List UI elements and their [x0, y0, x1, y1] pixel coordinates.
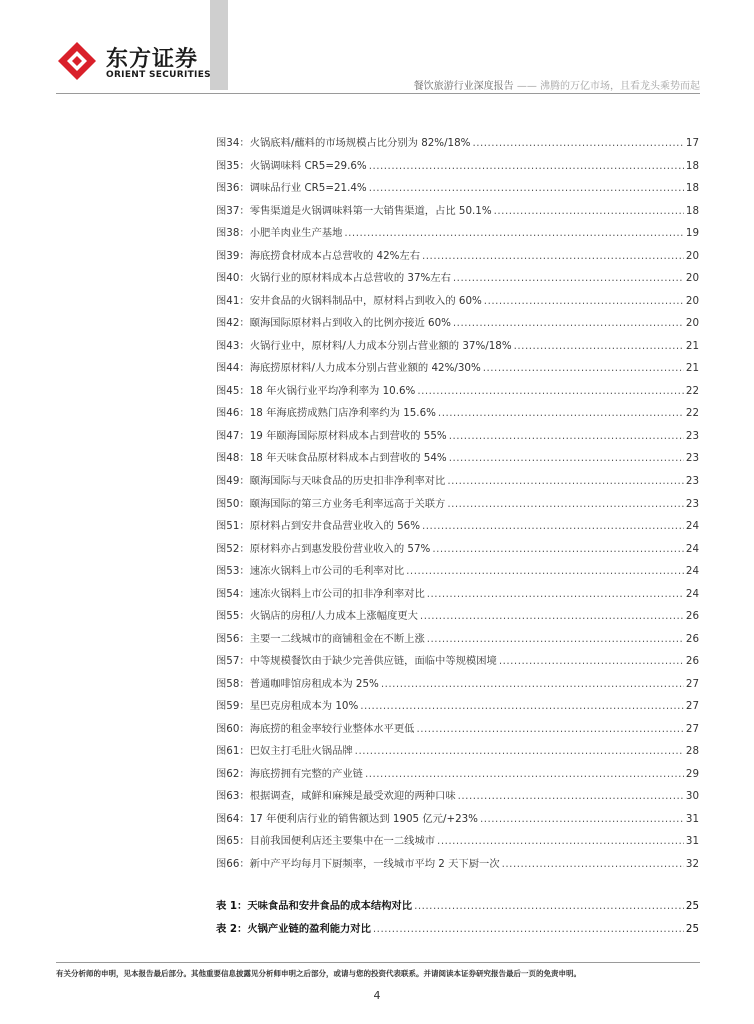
figure-toc-entry-page: 27 — [685, 677, 699, 690]
figure-toc-entry-label: 图65：目前我国便利店还主要集中在一二线城市 — [216, 835, 436, 848]
dot-leader — [438, 407, 684, 419]
figure-toc-entry-label: 图40：火锅行业的原材料成本占总营收的 37%左右 — [216, 272, 451, 285]
figure-toc-entry-page: 23 — [685, 474, 699, 487]
figure-toc-entry[interactable] — [216, 742, 699, 765]
logo-name-en: ORIENT SECURITIES — [106, 70, 211, 80]
figure-toc-entry[interactable] — [216, 157, 699, 180]
figure-toc-entry[interactable] — [216, 787, 699, 810]
figure-toc-entry-page: 17 — [685, 137, 699, 149]
figure-toc-entry-page: 18 — [685, 159, 699, 172]
figure-toc-entry[interactable] — [216, 404, 699, 427]
figure-toc-entry-label: 图47：19 年颐海国际原材料成本占到营收的 55% — [216, 429, 447, 442]
header-separator: —— — [516, 81, 537, 92]
figure-toc-entry[interactable] — [216, 449, 699, 472]
figure-toc-entry-page: 22 — [685, 407, 699, 420]
figure-toc-entry-page: 23 — [685, 429, 699, 442]
table-toc-entry-label: 表 1：天味食品和安井食品的成本结构对比 — [216, 900, 413, 912]
figure-toc-entry[interactable] — [216, 472, 699, 495]
table-toc-entry-label: 表 2：火锅产业链的盈利能力对比 — [216, 922, 371, 935]
figure-toc-entry-page: 23 — [685, 497, 699, 510]
figure-toc-entry[interactable] — [216, 675, 699, 698]
figure-toc-entry[interactable] — [216, 855, 699, 878]
figure-toc-entry-label: 图52：原材料亦占到惠发股份营业收入的 57% — [216, 542, 431, 555]
dot-leader — [447, 475, 684, 487]
figure-toc-entry-label: 图37：零售渠道是火锅调味料第一大销售渠道，占比 50.1% — [216, 204, 492, 217]
figure-toc-entry-page: 20 — [685, 317, 699, 330]
dot-leader — [422, 250, 684, 262]
figure-toc-entry-label: 图41：安井食品的火锅料制品中，原材料占到收入的 60% — [216, 294, 482, 307]
dot-leader — [420, 610, 684, 622]
figure-toc-entry-page: 30 — [685, 790, 699, 803]
figure-toc-entry-label: 图57：中等规模餐饮由于缺少完善供应链，面临中等规模困境 — [216, 655, 497, 668]
figure-toc-entry[interactable] — [216, 292, 699, 315]
figure-toc-entry[interactable] — [216, 832, 699, 855]
figure-toc-entry[interactable] — [216, 562, 699, 585]
figure-toc-entry[interactable] — [216, 382, 699, 405]
figure-toc-entry[interactable] — [216, 495, 699, 518]
dot-leader — [480, 813, 684, 825]
dot-leader — [381, 678, 684, 690]
dot-leader — [369, 160, 684, 172]
header-subtitle — [414, 77, 700, 92]
dot-leader — [472, 137, 683, 149]
figure-toc-entry-label: 图55：火锅店的房租/人力成本上涨幅度更大 — [216, 610, 418, 623]
figure-toc-entry[interactable] — [216, 720, 699, 743]
table-toc-entry-page: 25 — [685, 900, 699, 912]
table-toc-entry-page: 25 — [685, 922, 699, 935]
dot-leader — [360, 700, 684, 712]
company-logo — [56, 40, 226, 86]
figure-toc-entry-label: 图64：17 年便利店行业的销售额达到 1905 亿元/+23% — [216, 812, 478, 825]
dot-leader — [406, 565, 684, 577]
figure-toc-entry-label: 图50：颐海国际的第三方业务毛利率远高于关联方 — [216, 497, 446, 510]
orient-securities-logo-icon — [56, 40, 98, 82]
figure-toc-entry-page: 24 — [685, 587, 699, 600]
figure-toc-entry-label: 图61：巴奴主打毛肚火锅品牌 — [216, 745, 353, 758]
dot-leader — [417, 385, 684, 397]
logo-name-cn: 东方证券 — [106, 47, 199, 72]
figure-toc-entry-label: 图34：火锅底料/蘸料的市场规模占比分别为 82%/18% — [216, 137, 471, 149]
dot-leader — [453, 317, 684, 329]
figure-toc-entry-page: 26 — [685, 610, 699, 623]
dot-leader — [432, 543, 684, 555]
footer-divider — [56, 962, 700, 963]
figure-toc-entry-label: 图35：火锅调味料 CR5=29.6% — [216, 159, 367, 172]
figure-toc-entry[interactable] — [216, 314, 699, 337]
figure-toc-entry[interactable] — [216, 765, 699, 788]
dot-leader — [437, 835, 684, 847]
dot-leader — [453, 272, 684, 284]
figure-toc-entry[interactable] — [216, 134, 699, 157]
figure-toc-entry-label: 图42：颐海国际原材料占到收入的比例亦接近 60% — [216, 317, 451, 330]
figure-list — [216, 134, 699, 878]
figure-toc-entry[interactable] — [216, 630, 699, 653]
figure-toc-entry[interactable] — [216, 540, 699, 563]
figure-toc-entry-page: 21 — [685, 362, 699, 375]
dot-leader — [499, 655, 684, 667]
figure-toc-entry-page: 29 — [685, 767, 699, 780]
figure-toc-entry-page: 20 — [685, 249, 699, 262]
dot-leader — [502, 858, 684, 870]
figure-toc-entry[interactable] — [216, 607, 699, 630]
figure-toc-entry-page: 23 — [685, 452, 699, 465]
table-toc-entry[interactable] — [216, 897, 699, 920]
dot-leader — [458, 790, 684, 802]
figure-toc-entry[interactable] — [216, 202, 699, 225]
figure-toc-entry[interactable] — [216, 337, 699, 360]
figure-toc-entry-page: 32 — [685, 858, 699, 870]
figure-toc-entry-page: 18 — [685, 182, 699, 195]
figure-toc-entry-page: 31 — [685, 835, 699, 848]
figure-toc-entry-page: 20 — [685, 272, 699, 285]
figure-toc-entry-label: 图51：原材料占到安井食品营业收入的 56% — [216, 520, 421, 533]
figure-toc-entry-label: 图48：18 年天味食品原材料成本占到营收的 54% — [216, 452, 447, 465]
figure-toc-entry-page: 22 — [685, 384, 699, 397]
figure-toc-entry[interactable] — [216, 810, 699, 833]
footer-disclaimer: 有关分析师的申明，见本报告最后部分。其他重要信息披露见分析师申明之后部分，或请与您的投资代表联系。并请阅读本证券研究报告最后一页的免责申明。 — [56, 969, 581, 978]
figure-toc-entry-label: 图63：根据调查，咸鲜和麻辣是最受欢迎的两种口味 — [216, 790, 456, 803]
figure-toc-entry-page: 20 — [685, 294, 699, 307]
dot-leader — [414, 900, 684, 912]
figure-toc-entry-page: 26 — [685, 632, 699, 645]
figure-toc-entry[interactable] — [216, 179, 699, 202]
figure-toc-entry-label: 图56：主要一二线城市的商铺租金在不断上涨 — [216, 632, 425, 645]
dot-leader — [369, 182, 684, 194]
figure-toc-entry-label: 图44：海底捞原材料/人力成本分别占营业额的 42%/30% — [216, 362, 481, 375]
dot-leader — [422, 520, 684, 532]
figure-toc-entry-page: 27 — [685, 722, 699, 735]
dot-leader — [447, 498, 684, 510]
figure-toc-entry-page: 28 — [685, 745, 699, 758]
figure-toc-entry-page: 31 — [685, 812, 699, 825]
dot-leader — [484, 295, 684, 307]
figure-toc-entry-page: 18 — [685, 204, 699, 217]
dot-leader — [449, 452, 684, 464]
figure-toc-entry-page: 27 — [685, 700, 699, 713]
figure-toc-entry-label: 图53：速冻火锅料上市公司的毛利率对比 — [216, 565, 405, 578]
dot-leader — [365, 768, 684, 780]
figure-toc-entry-label: 图38：小肥羊肉业生产基地 — [216, 227, 343, 240]
dot-leader — [449, 430, 684, 442]
figure-toc-entry-page: 24 — [685, 542, 699, 555]
figure-toc-entry-page: 21 — [685, 339, 699, 352]
dot-leader — [494, 205, 684, 217]
figure-toc-entry[interactable] — [216, 269, 699, 292]
figure-toc-entry[interactable] — [216, 247, 699, 270]
page-number: 4 — [373, 989, 381, 1002]
dot-leader — [416, 723, 683, 735]
dot-leader — [483, 362, 684, 374]
figure-toc-entry[interactable] — [216, 359, 699, 382]
figure-toc-entry-page: 19 — [685, 227, 699, 240]
header-divider — [56, 93, 700, 94]
figure-toc-entry-label: 图43：火锅行业中，原材料/人力成本分别占营业额的 37%/18% — [216, 339, 512, 352]
figure-toc-entry-page: 26 — [685, 655, 699, 668]
figure-toc-entry-label: 图36：调味品行业 CR5=21.4% — [216, 182, 367, 195]
figure-toc-entry[interactable] — [216, 427, 699, 450]
dot-leader — [344, 227, 684, 239]
figure-toc-entry-label: 图60：海底捞的租金率较行业整体水平更低 — [216, 722, 415, 735]
table-toc-entry[interactable] — [216, 920, 699, 943]
dot-leader — [373, 923, 684, 935]
dot-leader — [514, 340, 684, 352]
figure-toc-entry-label: 图49：颐海国际与天味食品的历史扣非净利率对比 — [216, 474, 446, 487]
figure-toc-entry-label: 图62：海底捞拥有完整的产业链 — [216, 767, 363, 780]
figure-toc-entry-label: 图66：新中产平均每月下厨频率，一线城市平均 2 天下厨一次 — [216, 858, 500, 870]
figure-toc-entry-label: 图45：18 年火锅行业平均净利率为 10.6% — [216, 384, 416, 397]
report-type: 餐饮旅游行业深度报告 — [413, 81, 514, 92]
figure-toc-entry-label: 图54：速冻火锅料上市公司的扣非净利率对比 — [216, 587, 425, 600]
report-title: 沸腾的万亿市场，且看龙头乘势而起 — [540, 81, 700, 92]
dot-leader — [355, 745, 684, 757]
figure-toc-entry-label: 图58：普通咖啡馆房租成本为 25% — [216, 677, 379, 690]
figure-toc-entry-page: 24 — [685, 565, 699, 578]
figure-toc-entry[interactable] — [216, 585, 699, 608]
figure-toc-entry[interactable] — [216, 697, 699, 720]
figure-toc-entry-label: 图46：18 年海底捞成熟门店净利率约为 15.6% — [216, 407, 436, 420]
figure-toc-entry-label: 图39：海底捞食材成本占总营收的 42%左右 — [216, 249, 421, 262]
figure-toc-entry[interactable] — [216, 517, 699, 540]
figure-toc-entry-page: 24 — [685, 520, 699, 533]
dot-leader — [427, 633, 684, 645]
dot-leader — [427, 588, 684, 600]
figure-toc-entry-label: 图59：星巴克房租成本为 10% — [216, 700, 359, 713]
figure-toc-entry[interactable] — [216, 652, 699, 675]
table-list — [216, 897, 699, 942]
figure-toc-entry[interactable] — [216, 224, 699, 247]
